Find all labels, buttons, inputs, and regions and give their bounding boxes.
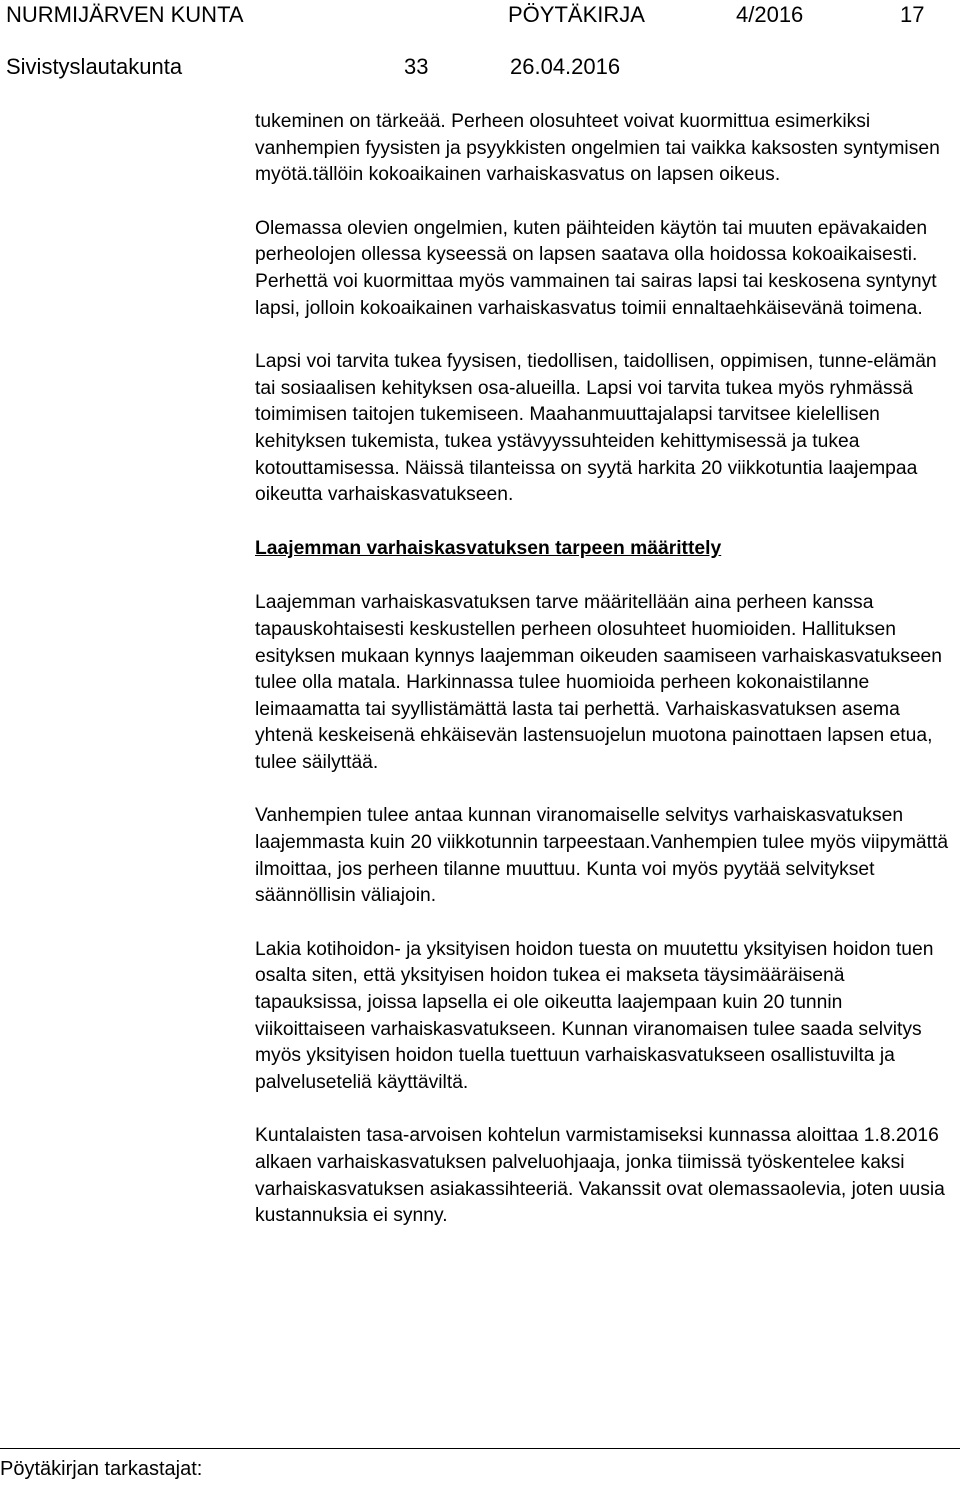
header-row-1 — [0, 0, 960, 30]
paragraph-6: Lakia kotihoidon- ja yksityisen hoidon tuesta on muutettu yksityisen hoidon tuen osalta siten, että yksityisen hoidon tukea ei makseta täysimääräisenä tapauksissa, joissa lapsella ei ole oikeutta laajempaan kuin 20 tunnin viikoittaiseen varhaiskasvatukseen. Kunnan viranomaisen tulee saada selvitys myös yksityisen hoidon tuella tuettuun varhaiskasvatukseen osallistuvilta ja palveluseteliä käyttäviltä. — [255, 938, 934, 1093]
footer-divider — [0, 1448, 960, 1449]
document-type: PÖYTÄKIRJA — [508, 2, 645, 27]
document-body — [255, 109, 955, 1230]
document-number: 4/2016 — [736, 2, 804, 27]
footer-reviewers-label: Pöytäkirjan tarkastajat: — [0, 1458, 203, 1480]
paragraph-2: Olemassa olevien ongelmien, kuten päihteiden käytön tai muuten epävakaiden perheolojen ollessa kyseessä on lapsen saatava olla hoidossa kokoaikaisesti. Perhettä voi kuormittaa myös vammainen tai sairas lapsi tai keskosena syntynyt lapsi, jolloin kokoaikainen varhaiskasvatus toimii ennaltaehkäisevänä toimena. — [255, 217, 937, 319]
section-heading: Laajemman varhaiskasvatuksen tarpeen määrittely — [255, 537, 722, 559]
section-number: 33 — [404, 54, 429, 79]
municipality-name: NURMIJÄRVEN KUNTA — [6, 2, 244, 27]
paragraph-7: Kuntalaisten tasa-arvoisen kohtelun varmistamiseksi kunnassa aloittaa 1.8.2016 alkaen varhaiskasvatuksen palveluohjaaja, jonka tiimissä työskentelee kaksi varhaiskasvatuksen asiakassihteeriä. Vakanssit ovat olemassaolevia, joten uusia kustannuksia ei synny. — [255, 1125, 945, 1227]
paragraph-4: Laajemman varhaiskasvatuksen tarve määritellään aina perheen kanssa tapauskohtaisesti keskustellen perheen olosuhteet huomioiden. Hallituksen esityksen mukaan kynnys laajemman oikeuden saamiseen varhaiskasvatukseen tulee olla matala. Harkinnassa tulee huomioida perheen kokonaistilanne leimaamatta tai syyllistämättä lasta tai perhettä. Varhaiskasvatuksen asema yhtenä keskeisenä ehkäisevän lastensuojelun muotona painottaen lapsen etua, tulee säilyttää. — [255, 592, 942, 773]
board-name: Sivistyslautakunta — [6, 54, 183, 79]
paragraph-3: Lapsi voi tarvita tukea fyysisen, tiedollisen, taidollisen, oppimisen, tunne-elämän tai sosiaalisen kehityksen osa-alueilla. Lapsi voi tarvita tukea myös ryhmässä toimimisen taitojen tukemiseen. Maahanmuuttajalapsi tarvitsee kielellisen kehityksen tukemista, tukea ystävyyssuhteiden kehittymisessä ja tukea kotouttamisessa. Näissä tilanteissa on syytä harkita 20 viikkotuntia laajempaa oikeutta varhaiskasvatukseen. — [255, 351, 937, 506]
meeting-date: 26.04.2016 — [510, 54, 621, 79]
header-row-2 — [0, 52, 960, 82]
page-number: 17 — [900, 2, 925, 27]
paragraph-1: tukeminen on tärkeää. Perheen olosuhteet voivat kuormittua esimerkiksi vanhempien fyysisten ja psyykkisten ongelmien tai vaikka kaksosten syntymisen myötä.tällöin kokoaikainen varhaiskasvatus on lapsen oikeus. — [255, 111, 940, 186]
paragraph-5: Vanhempien tulee antaa kunnan viranomaiselle selvitys varhaiskasvatuksen laajemmasta kuin 20 viikkotunnin tarpeestaan.Vanhempien tulee myös viipymättä ilmoittaa, jos perheen tilanne muuttuu. Kunta voi myös pyytää selvitykset säännöllisin väliajoin. — [255, 805, 949, 907]
